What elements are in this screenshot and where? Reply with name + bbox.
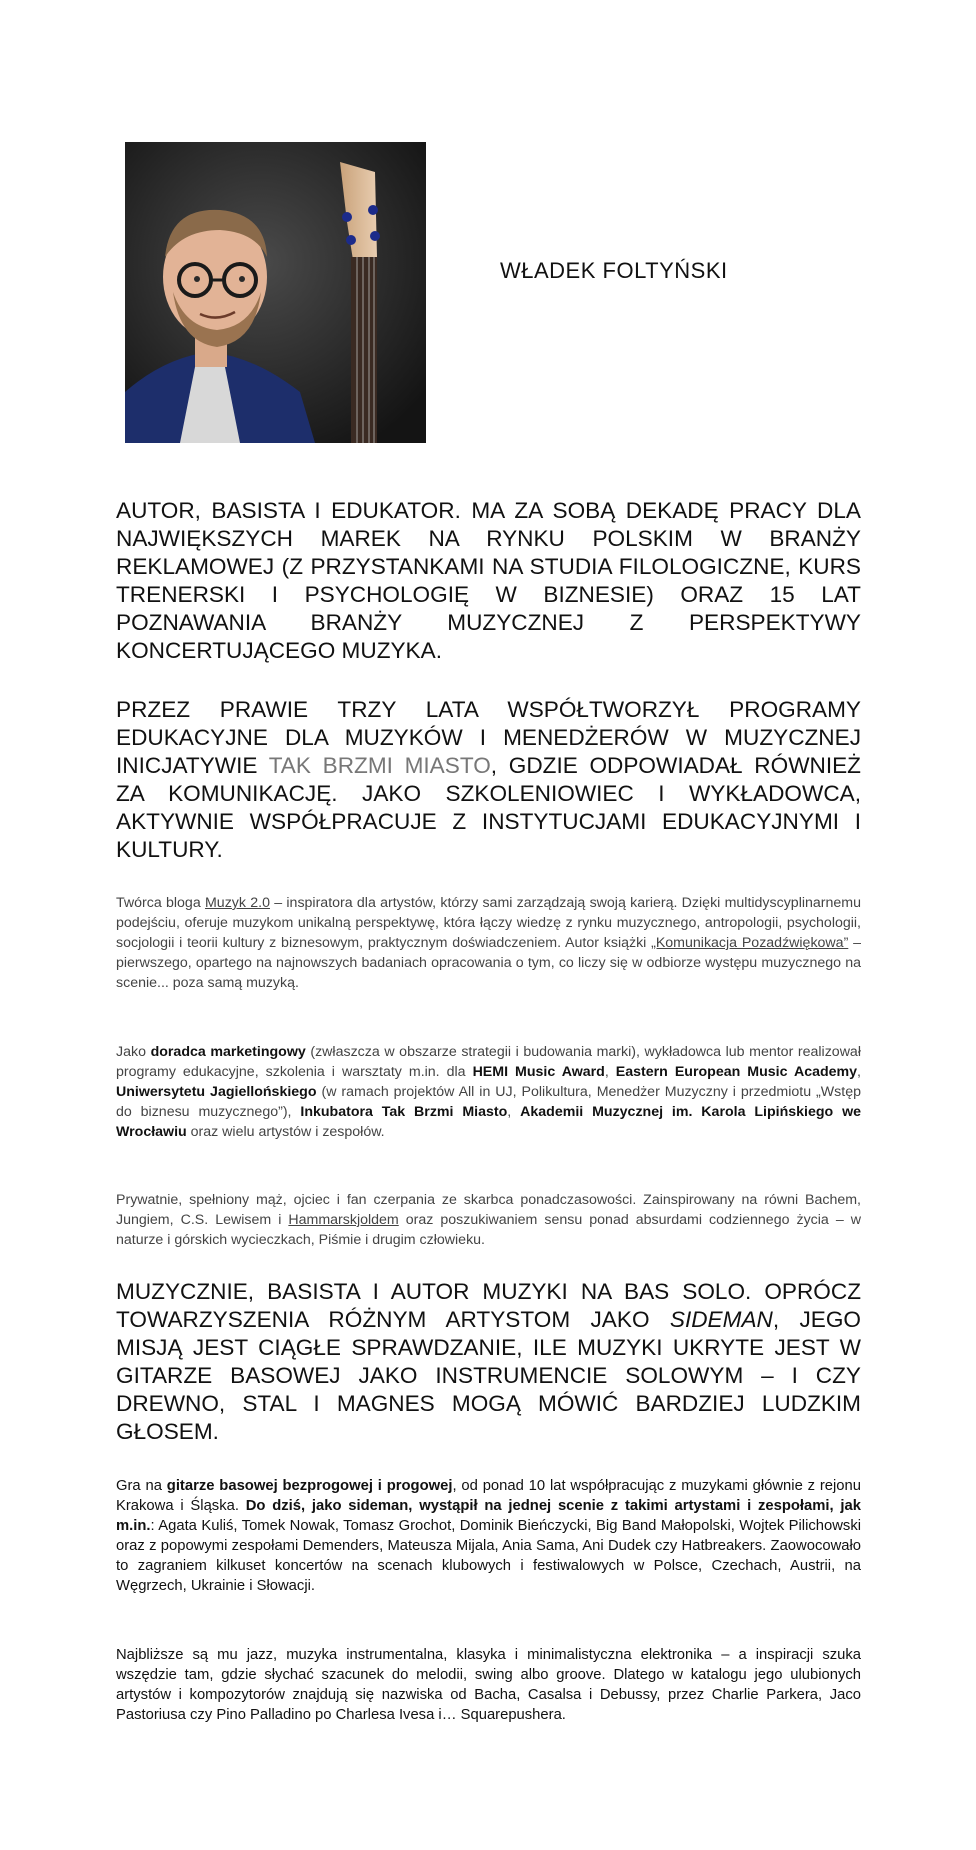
book-link[interactable]: „Komunikacja Pozadźwiękowa”	[651, 935, 849, 951]
marketing-bold-3: Eastern European Music Academy	[615, 1064, 858, 1080]
bass-bold-1: gitarze basowej bezprogowej i progowej	[166, 1478, 453, 1494]
music-paragraph	[116, 1278, 861, 1446]
bass-bold-2: Do dziś, jako sideman, wystąpił na jednej scenie z takimi artystami i zespołami, jak m.in.	[116, 1498, 861, 1534]
portrait-illustration	[125, 142, 426, 443]
marketing-paragraph	[116, 1042, 861, 1142]
music-text-2: , JEGO MISJĄ JEST CIĄGŁE SPRAWDZANIE, ILE MUZYKI UKRYTE JEST W GITARZE BASOWEJ JAKO INSTRUMENCIE SOLOWYM – I CZY DREWNO, STAL I MAGNES MOGĄ MÓWIĆ BARDZIEJ LUDZKIM GŁOSEM.	[116, 1307, 861, 1444]
private-text-2: oraz poszukiwaniem sensu ponad absurdami codziennego życia – w naturze i górskich wycieczkach, Piśmie i drugim człowieku.	[116, 1212, 861, 1248]
marketing-text-2: (zwłaszcza w obszarze strategii i budowania marki), wykładowca lub mentor realizował programy edukacyjne, szkolenia i warsztaty m.in. dla	[116, 1044, 861, 1080]
blog-text-1: Twórca bloga	[116, 895, 205, 911]
bass-text-3: : Agata Kuliś, Tomek Nowak, Tomasz Grochot, Dominik Bieńczycki, Big Band Małopolski, Wojtek Pilichowski oraz z popowymi zespołami Demenders, Mateusza Mijala, Ania Sama, Ani Dudek czy Hatbreakers. Zaowocowało to zagraniem kilkuset koncertów na scenach klubowych i festiwalowych w Polsce, Czechach, Austrii, na Węgrzech, Ukrainie i Słowacji.	[116, 1518, 861, 1594]
marketing-text-5: (w ramach projektów All in UJ, Polikultura, Menedżer Muzyczny i przedmiotu „Wstęp do biznesu muzycznego”),	[116, 1084, 861, 1120]
marketing-text-3: ,	[604, 1064, 616, 1080]
tak-brzmi-miasto-link[interactable]: TAK BRZMI MIASTO	[268, 753, 491, 778]
marketing-bold-6: Akademii Muzycznej im. Karola Lipińskiego we Wrocławiu	[116, 1104, 861, 1140]
inspirations-paragraph: Najbliższe są mu jazz, muzyka instrumentalna, klasyka i minimalistyczna elektronika – a inspiracji szuka wszędzie tam, gdzie słychać szacunek do melodii, swing albo groove. Dlatego w katalogu jego ulubionych artystów i kompozytorów znajdują się nazwiska od Bacha, Casalsa i Debussy, przez Charlie Parkera, Jaco Pastoriusa czy Pino Palladino po Charlesa Ivesa i… Squarepushera.	[116, 1647, 861, 1723]
person-name: WŁADEK FOLTYŃSKI	[500, 258, 728, 283]
music-text-1: MUZYCZNIE, BASISTA I AUTOR MUZYKI NA BAS SOLO. OPRÓCZ TOWARZYSZENIA RÓŻNYM ARTYSTOM JAKO	[116, 1279, 861, 1332]
marketing-bold-4: Uniwersytetu Jagiellońskiego	[116, 1084, 317, 1100]
marketing-bold-2: HEMI Music Award	[472, 1064, 605, 1080]
hammarskjold-link[interactable]: Hammarskjoldem	[288, 1212, 399, 1228]
education-text-start: PRZEZ PRAWIE TRZY LATA WSPÓŁTWORZYŁ PROGRAMY EDUKACYJNE DLA MUZYKÓW I MENEDŻERÓW W MUZYCZNEJ INICJATYWIE	[116, 697, 861, 778]
education-paragraph	[116, 696, 861, 864]
education-text-end: , GDZIE ODPOWIADAŁ RÓWNIEŻ ZA KOMUNIKACJĘ. JAKO SZKOLENIOWIEC I WYKŁADOWCA, AKTYWNIE WSPÓŁPRACUJE Z INSTYTUCJAMI EDUKACYJNYMI I KULTURY.	[116, 753, 861, 862]
marketing-text-7: oraz wielu artystów i zespołów.	[186, 1124, 385, 1140]
blog-text-2: – inspiratora dla artystów, którzy sami zarządzają swoją karierą. Dzięki multidyscyplinarnemu podejściu, oferuje muzykom unikalną perspektywę, która łączy wiedzę z rynku muzycznego, antropologii, psychologii, socjologii i teorii kultury z biznesowym, praktycznym doświadczeniem. Autor książki	[116, 895, 861, 951]
bass-text-1: Gra na	[116, 1478, 167, 1494]
sideman-emphasis: SIDEMAN	[669, 1307, 773, 1332]
bass-paragraph	[116, 1476, 861, 1596]
private-paragraph	[116, 1190, 861, 1250]
marketing-text-4: ,	[857, 1064, 861, 1080]
muzyk-20-link[interactable]: Muzyk 2.0	[204, 895, 270, 911]
private-text-1: Prywatnie, spełniony mąż, ojciec i fan czerpania ze skarbca ponadczasowości. Zainspirowany na równi Bachem, Jungiem, C.S. Lewisem i	[116, 1192, 861, 1228]
marketing-bold-1: doradca marketingowy	[150, 1044, 306, 1060]
portrait-photo	[125, 142, 426, 443]
intro-paragraph: AUTOR, BASISTA I EDUKATOR. MA ZA SOBĄ DEKADĘ PRACY DLA NAJWIĘKSZYCH MAREK NA RYNKU POLSKIM W BRANŻY REKLAMOWEJ (Z PRZYSTANKAMI NA STUDIA FILOLOGICZNE, KURS TRENERSKI I PSYCHOLOGIĘ W BIZNESIE) ORAZ 15 LAT POZNAWANIA BRANŻY MUZYCZNEJ Z PERSPEKTYWY KONCERTUJĄCEGO MUZYKA.	[116, 498, 861, 663]
marketing-text-1: Jako	[116, 1044, 151, 1060]
blog-paragraph	[116, 893, 861, 993]
bass-text-2: , od ponad 10 lat współpracując z muzykami głównie z rejonu Krakowa i Śląska.	[116, 1478, 861, 1514]
marketing-bold-5: Inkubatora Tak Brzmi Miasto	[300, 1104, 508, 1120]
marketing-text-6: ,	[507, 1104, 521, 1120]
blog-text-3: – pierwszego, opartego na najnowszych badaniach opracowania o tym, co liczy się w odbiorze występu muzycznego na scenie... poza samą muzyką.	[116, 935, 861, 991]
